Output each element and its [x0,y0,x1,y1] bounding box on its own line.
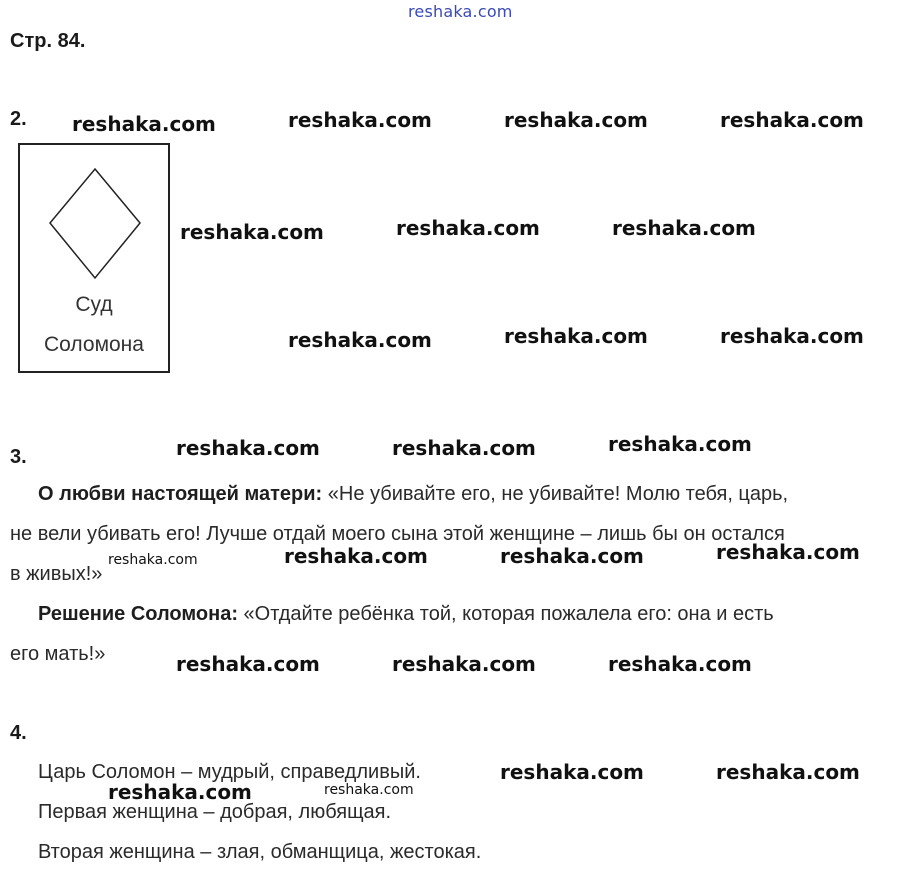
watermark: reshaka.com [72,112,216,136]
watermark: reshaka.com [180,220,324,244]
love-label: О любви настоящей матери: [38,483,323,505]
watermark: reshaka.com [396,216,540,240]
watermark: reshaka.com [392,652,536,676]
solution-paragraph-line1 [38,594,774,634]
figure-caption-line1: Суд [75,293,113,316]
task2-number: 2. [10,108,27,130]
watermark: reshaka.com [716,540,860,564]
task4-line2: Первая женщина – добрая, любящая. [38,801,392,823]
watermark: reshaka.com [608,652,752,676]
watermark: reshaka.com [608,432,752,456]
watermark: reshaka.com [176,652,320,676]
watermark: reshaka.com [720,324,864,348]
watermark: reshaka.com [284,544,428,568]
task3-number: 3. [10,446,27,468]
watermark: reshaka.com [176,436,320,460]
watermark: reshaka.com [500,544,644,568]
watermark: reshaka.com [500,760,644,784]
watermark: reshaka.com [720,108,864,132]
site-watermark: reshaka.com [408,2,513,21]
solution-paragraph-line2: его мать!» [10,643,106,665]
watermark: reshaka.com [108,780,252,804]
solution-text-1: «Отдайте ребёнка той, которая пожалела его: она и есть [237,603,774,625]
love-paragraph-line2: не вели убивать его! Лучше отдай моего сына этой женщине – лишь бы он остался [10,523,785,545]
love-paragraph-line3: в живых!» [10,563,103,585]
love-paragraph-line1 [38,474,788,514]
page-heading: Стр. 84. [10,30,86,52]
watermark: reshaka.com [716,760,860,784]
watermark: reshaka.com [612,216,756,240]
rhombus-shape [50,169,140,278]
watermark: reshaka.com [288,108,432,132]
figure-caption-line2: Соломона [44,333,144,356]
figure-box [18,143,170,373]
watermark: reshaka.com [504,108,648,132]
watermark-small: reshaka.com [108,552,198,568]
task4-number: 4. [10,722,27,744]
love-text-1: «Не убивайте его, не убивайте! Молю тебя, царь, [322,483,789,505]
task4-line1: Царь Соломон – мудрый, справедливый. [38,761,421,783]
watermark: reshaka.com [288,328,432,352]
solution-label: Решение Соломона: [38,603,238,625]
task4-line3: Вторая женщина – злая, обманщица, жестокая. [38,841,482,863]
watermark: reshaka.com [504,324,648,348]
watermark: reshaka.com [392,436,536,460]
watermark-small: reshaka.com [324,782,414,798]
